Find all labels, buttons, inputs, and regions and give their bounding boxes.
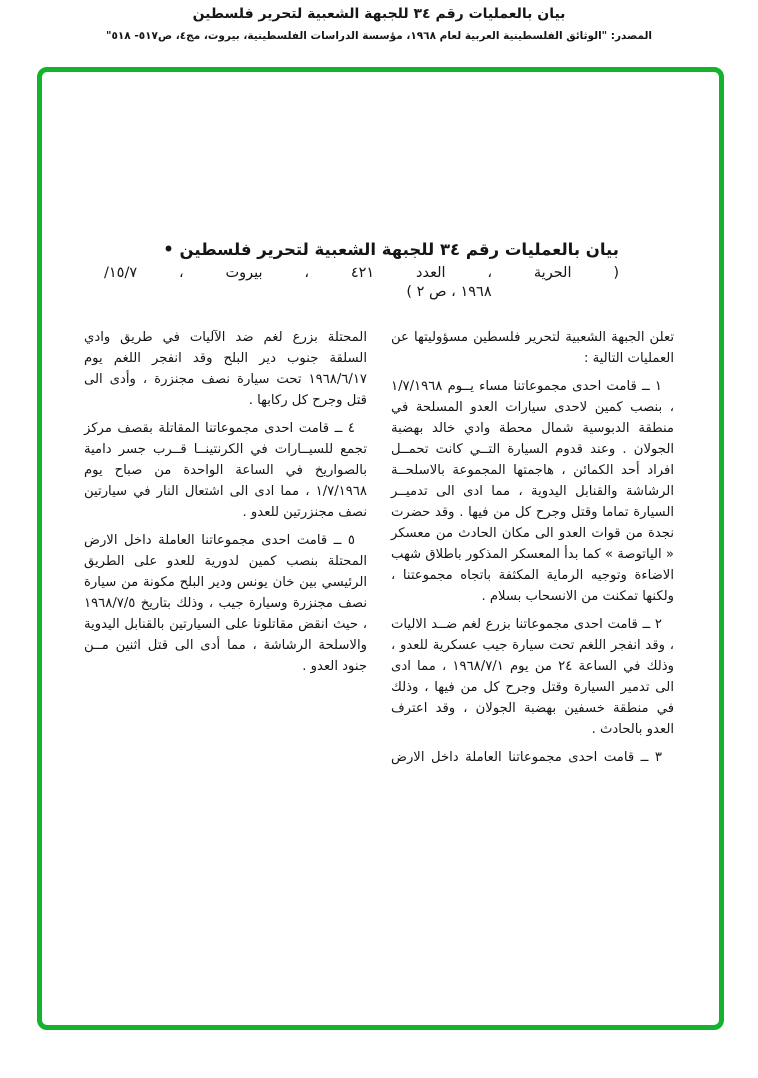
document-paragraph-item-3-start: ٣ ــ قامت احدى مجموعاتنا العاملة داخل الارض <box>391 750 662 765</box>
document-paragraph-item-3-continuation: المحتلة بزرع لغم ضد الآليات في طريق وادي السلقة جنوب دير البلح وقد انفجر اللغم يوم ١٩٦٨/٦/١٧ تحت سيارة نصف مجنزرة ، وأدى الى قتل وجرح كل ركابها . <box>84 330 367 408</box>
document-paragraph-item-2: ٢ ــ قامت احدى مجموعاتنا بزرع لغم ضــد الاليات ، وقد انفجر اللغم تحت سيارة جيب عسكرية للعدو ، وذلك في الساعة ٢٤ من يوم ١٩٦٨/٧/١ ، مما ادى الى تدمير السيارة وقتل وجرح كل من فيها ، وذلك في منطقة خسفين بهضبة الجولان ، وقد اعترف العدو بالحادث . <box>391 617 674 737</box>
document-frame <box>37 67 724 1030</box>
document-paragraph-item-5: ٥ ــ قامت احدى مجموعاتنا العاملة داخل الارض المحتلة بنصب كمين لدورية للعدو على الطريق الرئيسي بين خان يونس ودير البلح مكونة من سيارة نصف مجنزرة وسيارة جيب ، وذلك بتاريخ ١٩٦٨/٧/٥ ، حيث انقض مقاتلونا على السيارتين بالقنابل اليدوية والاسلحة الرشاشة ، مما أدى الى قتل اثنين مــن جنود العدو . <box>84 533 367 674</box>
document-paragraph-item-1: ١ ــ قامت احدى مجموعاتنا مساء يــوم ١/٧/١٩٦٨ ، بنصب كمين لاحدى سيارات العدو المسلحة في منطقة الدبوسية شمال محطة وادي خالد بهضبة الجولان . وعند قدوم السيارة التــي كانت تحمــل افراد أحد الكمائن ، هاجمتها المجموعة بالاسلحــة الرشاشة والقنابل اليدوية ، مما ادى الى تدميــر السيارة تماما وقتل وجرح كل من فيها . وقد حضرت نجدة من قوات العدو الى مكان الحادث من معسكر « الياتوصة » كما بدأ المعسكر المذكور باطلاق شهب الاضاءة وتوجيه الرماية المكثفة باتجاه مجموعتنا ، ولكنها تمكنت من الانسحاب بسلام . <box>391 379 674 604</box>
document-citation-line2: ١٩٦٨ ، ص ٢ ) <box>406 284 492 300</box>
page-header-source: المصدر: "الوثائق الفلسطينية العربية لعام ١٩٦٨، مؤسسة الدراسات الفلسطينية، بيروت، مج٤، ص٥١٧- ٥١٨" <box>105 30 653 42</box>
column-right <box>391 327 674 775</box>
page-header-title: بيان بالعمليات رقم ٣٤ للجبهة الشعبية لتحرير فلسطين <box>192 6 566 22</box>
document-paragraph-item-4: ٤ ــ قامت احدى مجموعاتنا المقاتلة بقصف مركز تجمع للسيــارات في الكرنتينــا قــرب جسر دامية بالصواريخ في الساعة الواحدة من صباح يوم ١/٧/١٩٦٨ ، مما ادى الى اشتعال النار في سيارتين نصف مجنزرتين للعدو . <box>84 421 367 520</box>
document-citation-line1: ( الحرية ، العدد ٤٢١ ، بيروت ، ١٥/٧/ <box>104 265 619 281</box>
page-header <box>0 6 758 42</box>
document-title-block <box>104 240 619 300</box>
intro-paragraph: تعلن الجبهة الشعبية لتحرير فلسطين مسؤوليتها عن العمليات التالية : <box>391 330 674 366</box>
column-left <box>84 327 367 775</box>
document-title: بيان بالعمليات رقم ٣٤ للجبهة الشعبية لتحرير فلسطين • <box>163 240 619 259</box>
document-columns <box>84 327 674 775</box>
